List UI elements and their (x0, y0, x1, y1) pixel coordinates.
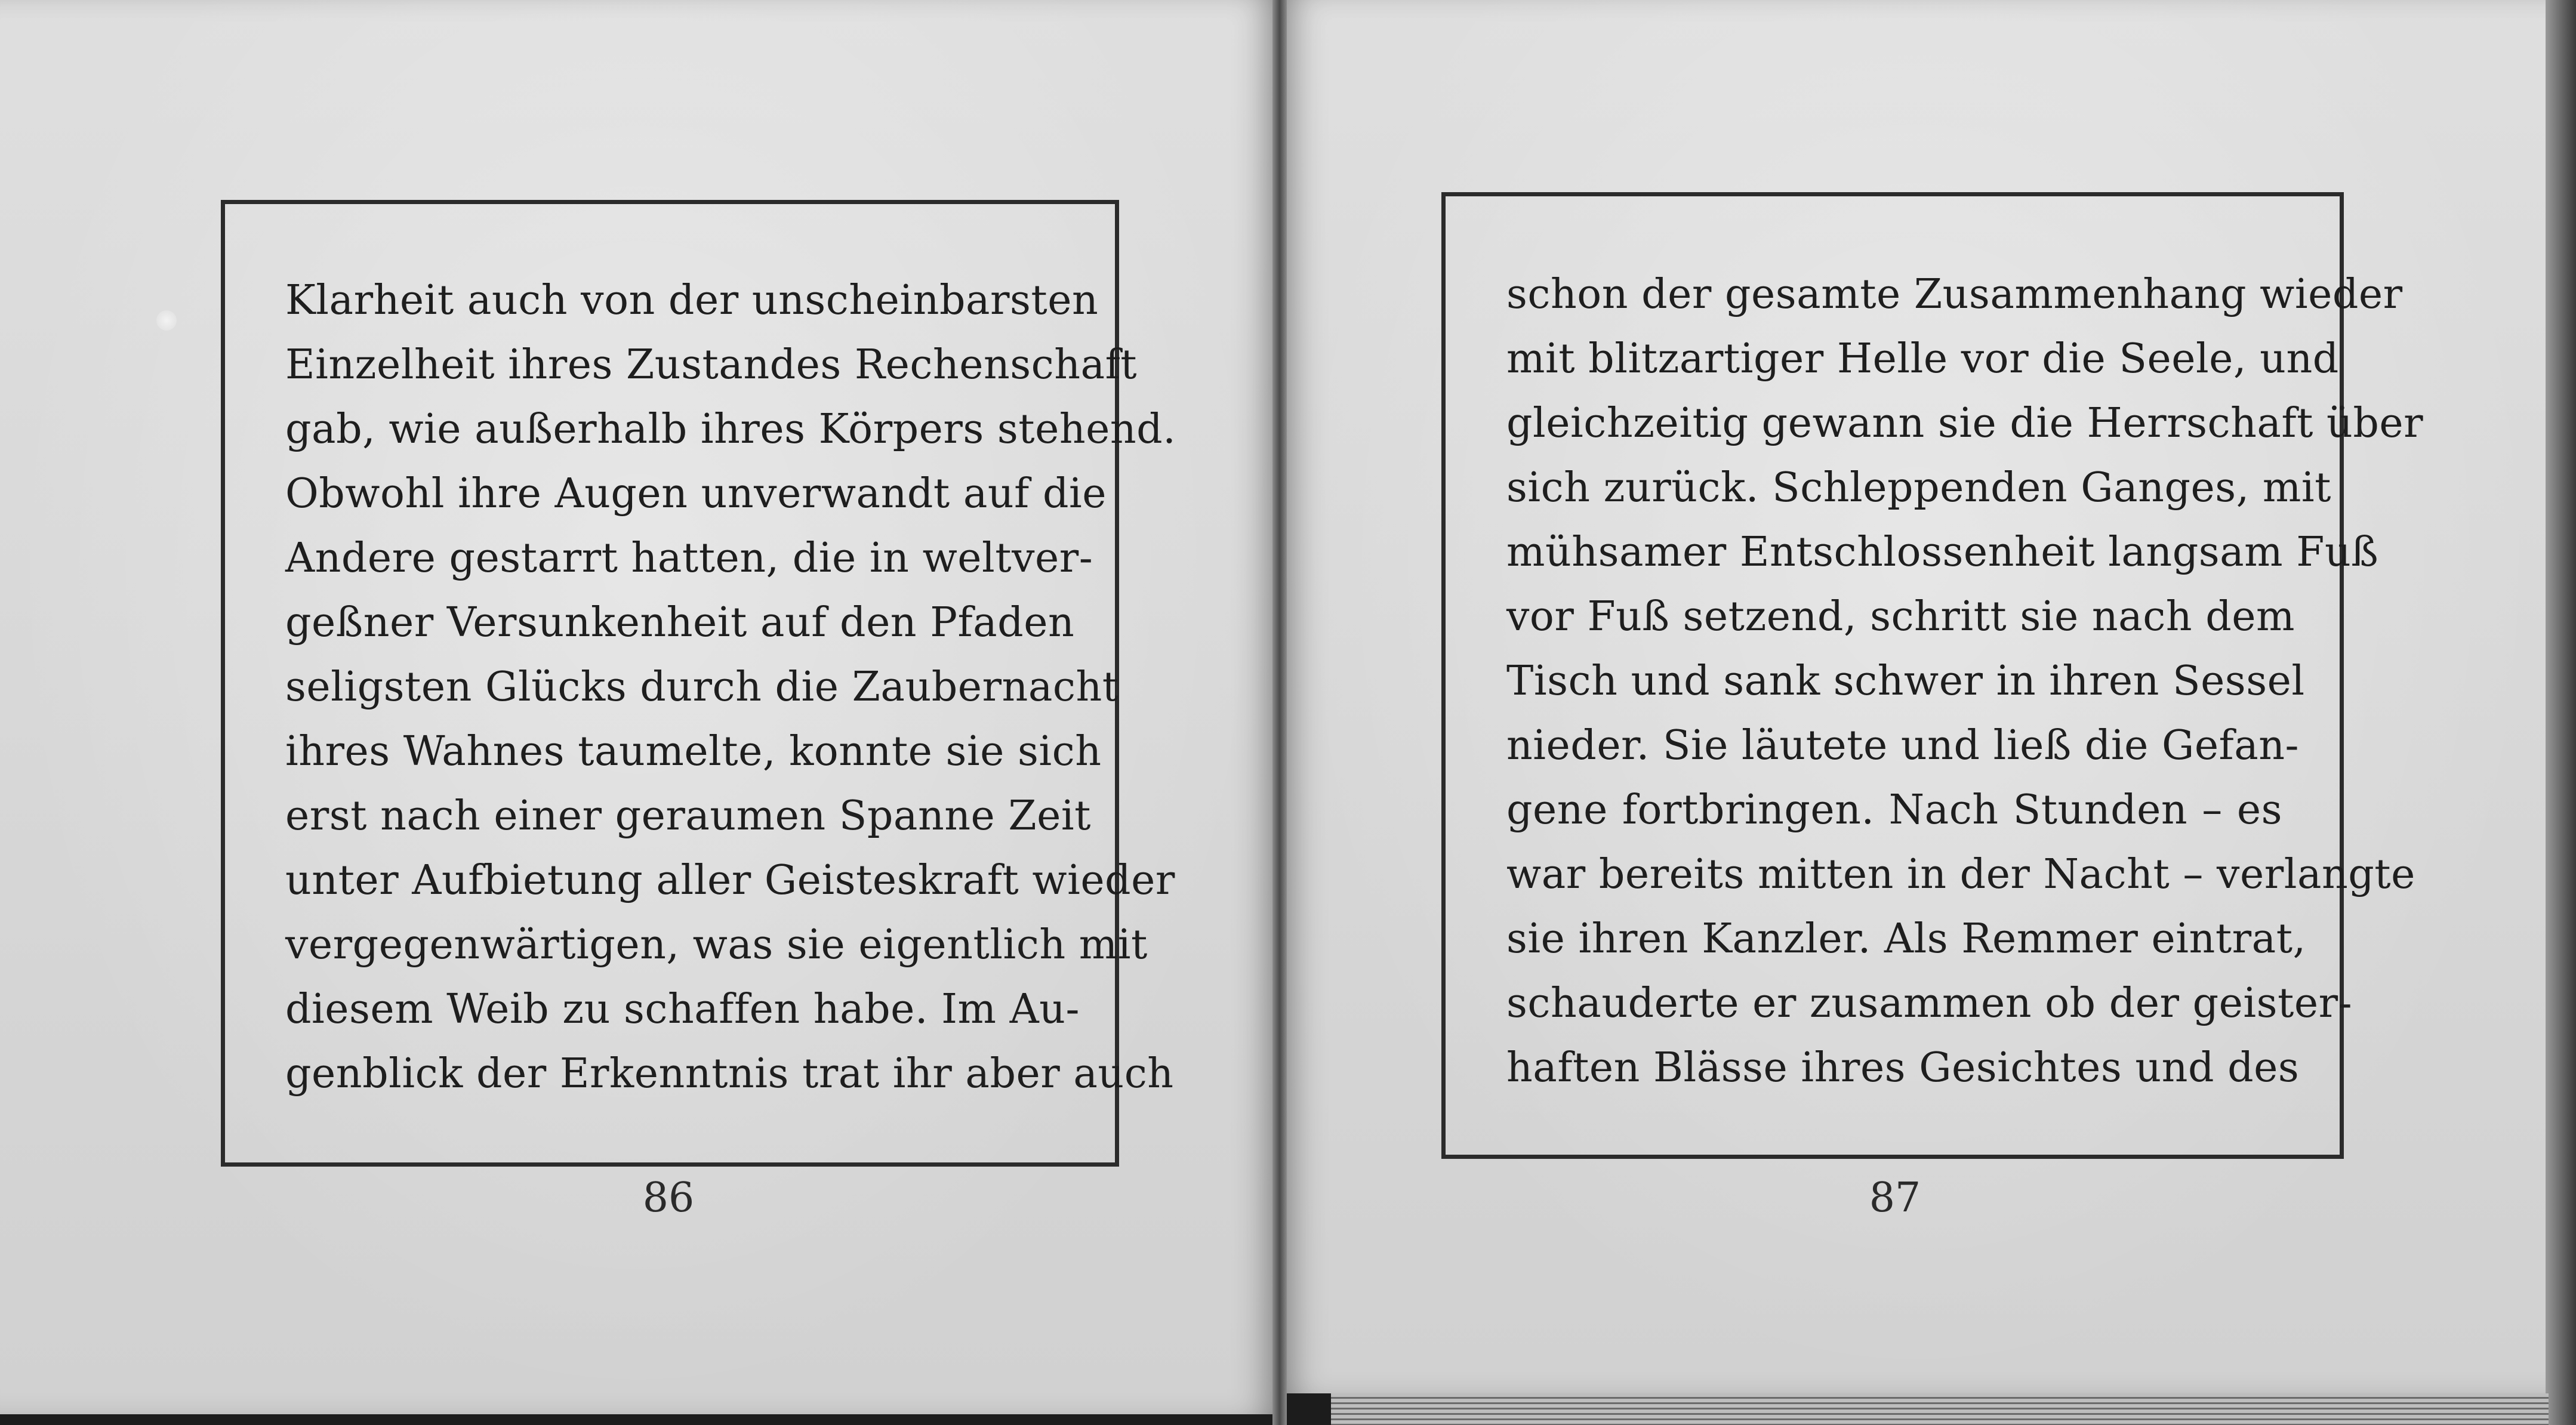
text-line: Einzelheit ihres Zustandes Rechenschaft (285, 341, 1138, 388)
text-line: mit blitzartiger Helle vor die Seele, und (1506, 335, 2339, 383)
text-line: sie ihren Kanzler. Als Remmer eintrat, (1506, 915, 2306, 963)
paper-speck (156, 310, 177, 331)
text-line: Tisch und sank schwer in ihren Sessel (1506, 658, 2305, 705)
text-line: vergegenwärtigen, was sie eigentlich mit (285, 921, 1148, 968)
text-line: Klarheit auch von der unscheinbarsten (285, 277, 1099, 324)
page-edge-right (2546, 0, 2576, 1425)
text-line: unter Aufbietung aller Geisteskraft wieder (285, 857, 1175, 904)
text-line: sich zurück. Schleppenden Ganges, mit (1506, 464, 2331, 511)
left-page-text (285, 269, 1176, 1106)
text-line: vor Fuß setzend, schritt sie nach dem (1506, 593, 2295, 640)
page-number-right: 87 (1869, 1174, 1921, 1222)
text-line: erst nach einer geraumen Spanne Zeit (285, 792, 1091, 840)
text-line: geßner Versunkenheit auf den Pfaden (285, 599, 1075, 646)
text-line: war bereits mitten in der Nacht – verlangte (1506, 851, 2415, 898)
page-number-left: 86 (642, 1174, 695, 1222)
text-line: diesem Weib zu schaffen habe. Im Au- (285, 986, 1080, 1033)
text-line: gab, wie außerhalb ihres Körpers stehend. (285, 406, 1176, 453)
text-line: genblick der Erkenntnis trat ihr aber auch (285, 1050, 1174, 1097)
text-line: schon der gesamte Zusammenhang wieder (1506, 271, 2403, 318)
text-line: gene fortbringen. Nach Stunden – es (1506, 786, 2282, 834)
text-line: Andere gestarrt hatten, die in weltver- (285, 535, 1093, 582)
text-line: seligsten Glücks durch die Zaubernacht (285, 664, 1119, 711)
text-line: Obwohl ihre Augen unverwandt auf die (285, 470, 1107, 517)
text-line: mühsamer Entschlossenheit langsam Fuß (1506, 529, 2379, 576)
book-gutter (1272, 0, 1287, 1425)
text-line: gleichzeitig gewann sie die Herrschaft über (1506, 400, 2424, 447)
text-line: haften Blässe ihres Gesichtes und des (1506, 1044, 2300, 1091)
page-edge-bottom (1331, 1393, 2549, 1425)
text-line: nieder. Sie läutete und ließ die Gefan- (1506, 722, 2300, 769)
text-line: ihres Wahnes taumelte, konnte sie sich (285, 728, 1102, 775)
right-page-text (1506, 263, 2424, 1100)
text-line: schauderte er zusammen ob der geister- (1506, 980, 2353, 1027)
